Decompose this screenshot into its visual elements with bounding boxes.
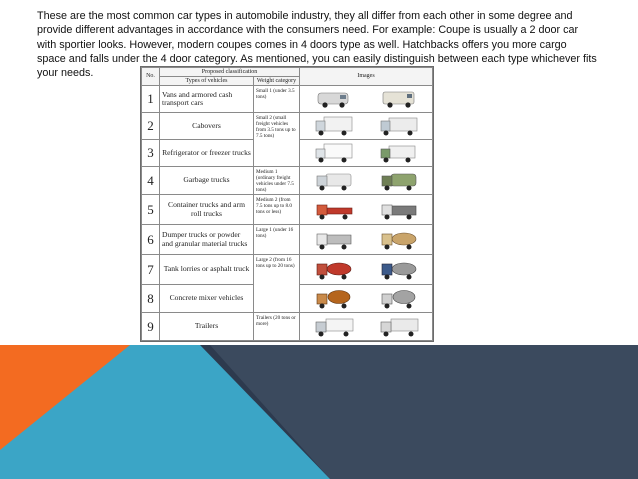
cabover-truck-image: [379, 115, 419, 137]
garbage-truck-image: [314, 170, 354, 192]
vehicle-images: [300, 255, 433, 285]
vehicle-images: [300, 195, 433, 225]
intro-text: These are the most common car types in automobile industry, they all differ from each other in some degree and provide different advantages in accordance with the consumers need. For example: Coupe is usually a 2 door car with sportier looks. However, modern coupes comes in 4 doors type as well. Hatchbacks offers you more cargo space and falls under the 4 door category. As mentioned, you can easily distinguish between each type whichever fits your needs.: [37, 10, 597, 80]
armored-car-image: [381, 89, 417, 109]
vehicle-images: [300, 225, 433, 255]
vehicle-images: [300, 113, 433, 140]
weight-category: Large 2 (from 16 tons up to 20 tons): [254, 255, 300, 313]
vehicle-type: Garbage trucks: [160, 167, 254, 195]
classification-table: [141, 67, 433, 341]
vehicle-type: Tank lorries or asphalt truck: [160, 255, 254, 285]
garbage-truck-image: [379, 170, 419, 192]
vehicle-type: Vans and armored cash transport cars: [160, 86, 254, 113]
weight-category: Medium 2 (from 7.5 tons up to 8.0 tons or less): [254, 195, 300, 225]
vehicle-type: Refrigerator or freezer trucks: [160, 140, 254, 167]
asphalt-truck-image: [379, 259, 419, 281]
row-number: 8: [142, 285, 160, 313]
powder-truck-image: [379, 229, 419, 251]
vehicle-classification-table: [140, 66, 434, 342]
van-image: [316, 89, 352, 109]
vehicle-type: Container trucks and arm roll trucks: [160, 195, 254, 225]
refrigerator-truck-image: [314, 142, 354, 164]
dumper-truck-image: [314, 229, 354, 251]
row-number: 2: [142, 113, 160, 140]
tank-lorry-image: [314, 259, 354, 281]
row-number: 1: [142, 86, 160, 113]
trailer-truck-image: [314, 316, 354, 338]
vehicle-images: [300, 285, 433, 313]
header-no: No.: [142, 68, 160, 86]
header-images: Images: [300, 68, 433, 86]
weight-category: Small 1 (under 3.5 tons): [254, 86, 300, 113]
row-number: 5: [142, 195, 160, 225]
concrete-mixer-image: [379, 288, 419, 310]
vehicle-images: [300, 140, 433, 167]
vehicle-images: [300, 167, 433, 195]
container-truck-image: [314, 199, 354, 221]
weight-category: Large 1 (under 16 tons): [254, 225, 300, 255]
vehicle-images: [300, 313, 433, 341]
weight-category: Medium 1 (ordinary freight vehicles under 7.5 tons): [254, 167, 300, 195]
vehicle-type: Trailers: [160, 313, 254, 341]
row-number: 9: [142, 313, 160, 341]
arm-roll-truck-image: [379, 199, 419, 221]
weight-category: Small 2 (small freight vehicles from 3.5 tons up to 7.5 tons): [254, 113, 300, 167]
header-proposed: Proposed classification: [160, 68, 300, 77]
row-number: 3: [142, 140, 160, 167]
concrete-mixer-image: [314, 288, 354, 310]
weight-category: Trailers (20 tons or more): [254, 313, 300, 341]
header-weight: Weight category: [254, 77, 300, 86]
vehicle-type: Concrete mixer vehicles: [160, 285, 254, 313]
trailer-truck-image: [379, 316, 419, 338]
vehicle-images: [300, 86, 433, 113]
row-number: 6: [142, 225, 160, 255]
row-number: 4: [142, 167, 160, 195]
vehicle-type: Cabovers: [160, 113, 254, 140]
header-types: Types of vehicles: [160, 77, 254, 86]
row-number: 7: [142, 255, 160, 285]
vehicle-type: Dumper trucks or powder and granular material trucks: [160, 225, 254, 255]
cabover-truck-image: [314, 115, 354, 137]
freezer-truck-image: [379, 142, 419, 164]
